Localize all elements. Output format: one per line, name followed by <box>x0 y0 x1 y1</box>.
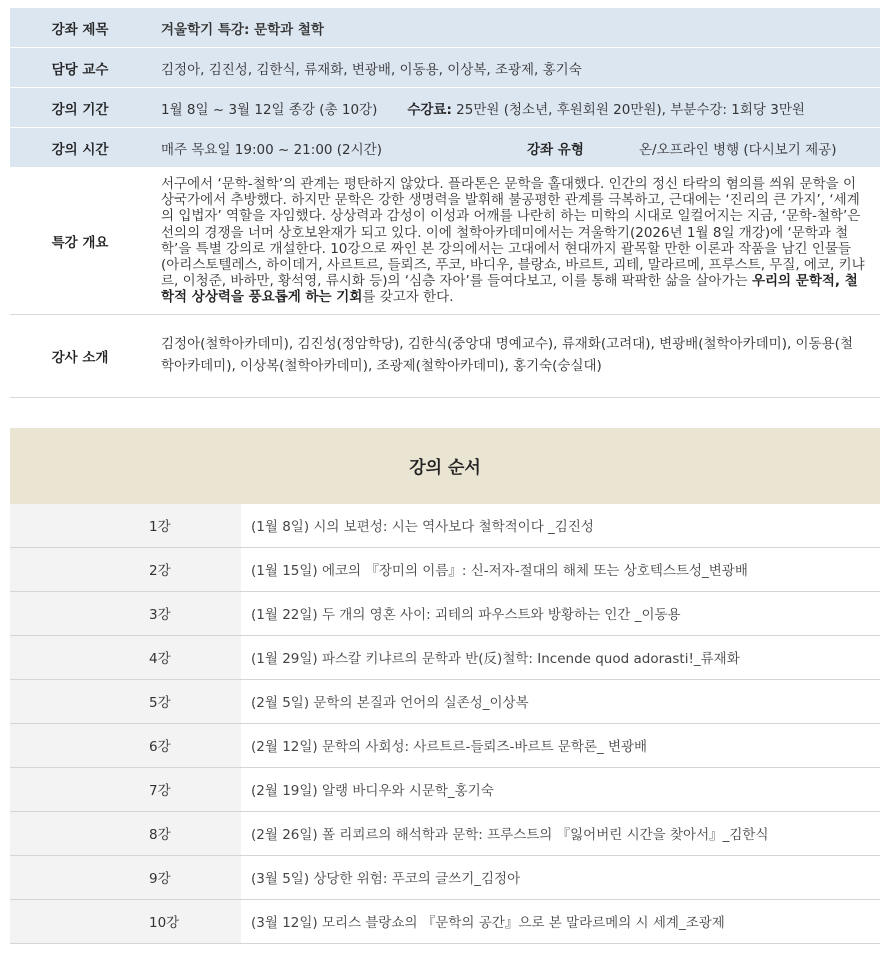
lecture-number: 7강 <box>10 767 241 811</box>
lecture-description: (1월 8일) 시의 보편성: 시는 역사보다 철학적이다 _김진성 <box>241 504 880 548</box>
lecture-description: (2월 19일) 알랭 바디우와 시문학_홍기숙 <box>241 767 880 811</box>
time-label: 강의 시간 <box>10 128 150 168</box>
type-label: 강좌 유형 <box>527 141 584 158</box>
course-info-table <box>10 8 880 398</box>
lecture-description: (1월 29일) 파스칼 키냐르의 문학과 반(反)철학: Incende quod adorasti!_류재화 <box>241 635 880 679</box>
lecturers-label: 강사 소개 <box>10 314 150 397</box>
course-info-page <box>10 8 880 944</box>
lecture-description: (3월 12일) 모리스 블랑쇼의 『문학의 공간』으로 본 말라르메의 시 세계_조광제 <box>241 899 880 943</box>
period-row <box>10 88 880 128</box>
schedule-row <box>10 679 880 723</box>
schedule-row <box>10 547 880 591</box>
professors-value: 김정아, 김진성, 김한식, 류재화, 변광배, 이동용, 이상복, 조광제, 홍기숙 <box>150 48 880 88</box>
type-value: 온/오프라인 병행 (다시보기 제공) <box>639 141 837 158</box>
fee-value: 25만원 (청소년, 후원회원 20만원), 부분수강: 1회당 3만원 <box>456 101 805 118</box>
lecture-description: (3월 5일) 상당한 위험: 푸코의 글쓰기_김정아 <box>241 855 880 899</box>
lecture-number: 3강 <box>10 591 241 635</box>
overview-text <box>150 168 880 315</box>
lecture-number: 5강 <box>10 679 241 723</box>
lecture-number: 2강 <box>10 547 241 591</box>
lecturers-row <box>10 314 880 397</box>
schedule-row <box>10 591 880 635</box>
schedule-row <box>10 811 880 855</box>
overview-emphasis: 우리의 문학적, 철학적 상상력을 풍요롭게 하는 기회 <box>161 273 858 306</box>
professors-row <box>10 48 880 88</box>
schedule-row <box>10 767 880 811</box>
lecture-description: (1월 22일) 두 개의 영혼 사이: 괴테의 파우스트와 방황하는 인간 _이동용 <box>241 591 880 635</box>
lecture-number: 8강 <box>10 811 241 855</box>
time-cell <box>150 128 880 168</box>
lecture-number: 9강 <box>10 855 241 899</box>
schedule-row <box>10 723 880 767</box>
time-row <box>10 128 880 168</box>
lecture-description: (2월 26일) 폴 리쾨르의 해석학과 문학: 프루스트의 『잃어버린 시간을 찾아서』_김한식 <box>241 811 880 855</box>
overview-tail: 를 갖고자 한다. <box>362 289 454 306</box>
lecture-description: (1월 15일) 에코의 『장미의 이름』: 신-저자-절대의 해체 또는 상호텍스트성_변광배 <box>241 547 880 591</box>
lecture-number: 1강 <box>10 504 241 548</box>
fee-label: 수강료: <box>407 101 452 118</box>
title-row <box>10 8 880 48</box>
title-label: 강좌 제목 <box>10 8 150 48</box>
period-cell <box>150 88 880 128</box>
period-value: 1월 8일 ~ 3월 12일 종강 (총 10강) <box>161 101 378 118</box>
lecture-number: 4강 <box>10 635 241 679</box>
overview-row <box>10 168 880 315</box>
lecture-description: (2월 5일) 문학의 본질과 언어의 실존성_이상복 <box>241 679 880 723</box>
overview-label: 특강 개요 <box>10 168 150 315</box>
professors-label: 담당 교수 <box>10 48 150 88</box>
lecture-description: (2월 12일) 문학의 사회성: 사르트르-들뢰즈-바르트 문학론_ 변광배 <box>241 723 880 767</box>
schedule-row <box>10 855 880 899</box>
course-title: 겨울학기 특강: 문학과 철학 <box>150 8 880 48</box>
schedule-row <box>10 899 880 943</box>
schedule-heading: 강의 순서 <box>10 428 880 504</box>
lecturers-value: 김정아(철학아카데미), 김진성(정암학당), 김한식(중앙대 명예교수), 류재화(고려대), 변광배(철학아카데미), 이동용(철학아카데미), 이상복(철학아카데미), 조광제(철학아카데미), 홍기숙(숭실대) <box>150 314 880 397</box>
time-value: 매주 목요일 19:00 ~ 21:00 (2시간) <box>161 141 382 158</box>
lecture-number: 10강 <box>10 899 241 943</box>
overview-body: 서구에서 ‘문학-철학’의 관계는 평탄하지 않았다. 플라톤은 문학을 홀대했다. 인간의 정신 타락의 혐의를 씌워 문학을 이상국가에서 추방했다. 하지만 문학은 강한 생명력을 발휘해 불공평한 관계를 극복하고, 근대에는 ‘진리의 큰 가지’, ‘세계의 입법자’ 역할을 자임했다. 상상력과 감성이 이성과 어깨를 나란히 하는 미학의 시대로 일컬어지는 지금, ‘문학-철학’은 선의의 경쟁을 너머 상호보완재가 되고 있다. 이에 철학아카데미에서는 겨울학기(2026년 1월 8일 개강)에 ‘문학과 철학’을 특별 강의로 개설한다. 10강으로 짜인 본 강의에서는 고대에서 현대까지 괄목할 만한 이론과 작품을 남긴 인물들(아리스토텔레스, 하이데거, 사르트르, 들뢰즈, 푸코, 바디우, 블랑쇼, 바르트, 괴테, 말라르메, 프루스트, 무질, 에코, 키냐르, 이청준, 바하만, 황석영, 류시화 등)의 ‘심층 자아’를 들여다보고, 이를 통해 팍팍한 삶을 살아가는 <box>161 176 865 290</box>
schedule-row <box>10 504 880 548</box>
schedule-row <box>10 635 880 679</box>
period-label: 강의 기간 <box>10 88 150 128</box>
lecture-number: 6강 <box>10 723 241 767</box>
schedule-table <box>10 504 880 944</box>
